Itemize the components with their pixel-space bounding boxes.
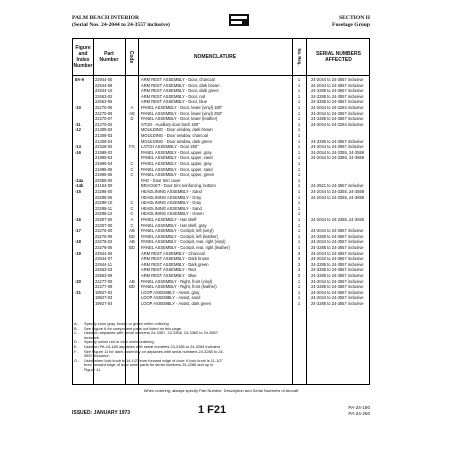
quantity-cell: 1 bbox=[297, 77, 301, 82]
table-row bbox=[73, 295, 371, 300]
part-number-cell: 19927-03 bbox=[95, 295, 113, 301]
col-header-code: Code bbox=[128, 50, 134, 64]
col-header-serial: SERIAL NUMBERS AFFECTED bbox=[316, 51, 361, 63]
table-row bbox=[73, 133, 371, 138]
nomenclature-cell: HEADLINING ASSEMBLY - Gray bbox=[141, 200, 202, 206]
part-number-cell: 22663-02 bbox=[95, 93, 113, 99]
table-row bbox=[73, 217, 371, 222]
code-cell: BD bbox=[129, 284, 135, 290]
part-number-cell: 22944-00 bbox=[95, 77, 113, 82]
code-cell: C bbox=[130, 161, 134, 166]
table-row bbox=[73, 267, 371, 272]
code-cell: FG bbox=[129, 144, 135, 150]
nomenclature-cell: PANEL ASSEMBLY - Door, upper, sand bbox=[141, 166, 213, 172]
serial-cell: 24-2044 to 24-3557 inclusive bbox=[311, 144, 364, 150]
nomenclature-cell: PANEL ASSEMBLY - Door, upper, gray bbox=[141, 149, 212, 155]
nomenclature-cell: PANEL ASSEMBLY - Right, front (leather) bbox=[141, 284, 217, 290]
page-header-right bbox=[332, 15, 370, 28]
code-cell: C bbox=[130, 200, 134, 206]
quantity-cell: 1 bbox=[297, 284, 301, 290]
table-row bbox=[73, 83, 371, 88]
serial-cell: 24-2044 to 24-3355, 24-3559 bbox=[311, 217, 365, 222]
table-row bbox=[73, 273, 371, 278]
quantity-cell: 1 bbox=[297, 295, 301, 301]
nomenclature-cell: ARM REST ASSEMBLY - Door, red bbox=[141, 93, 206, 99]
nomenclature-cell: HEADLINING ASSEMBLY - Sand bbox=[141, 189, 202, 194]
serial-cell: 24-2044 to 24-3284 inclusive bbox=[311, 121, 364, 127]
quantity-cell: 1 bbox=[297, 82, 301, 88]
nomenclature-cell: ARM REST ASSEMBLY - Door, blue bbox=[141, 99, 207, 105]
code-cell: C bbox=[130, 211, 134, 217]
col-header-part: Part Number bbox=[99, 51, 119, 63]
serial-cell: 24-2044 to 24-3557 inclusive bbox=[311, 295, 364, 301]
part-number-cell: 21308-04 bbox=[95, 138, 113, 144]
table-row bbox=[73, 284, 371, 289]
quantity-cell: 1 bbox=[297, 222, 301, 228]
quantity-cell: 1 bbox=[297, 289, 301, 295]
serial-cell: 24-2044 to 24-3557 inclusive bbox=[311, 278, 364, 284]
part-number-cell: 22270-07 bbox=[95, 116, 113, 122]
code-cell: C bbox=[130, 172, 134, 178]
serial-cell: 24-3285 to 24-3557 inclusive bbox=[311, 138, 364, 144]
code-cell: BD bbox=[129, 245, 135, 250]
part-number-cell: 19927-04 bbox=[95, 301, 113, 306]
code-cell: C bbox=[130, 166, 134, 172]
serial-cell: 24-3285 to 24-3557 inclusive bbox=[311, 273, 364, 278]
part-number-cell: 23355-00 bbox=[95, 177, 113, 183]
col-header-nomenclature: NOMENCLATURE bbox=[193, 54, 237, 60]
code-cell: AB bbox=[129, 228, 135, 234]
quantity-cell: 1 bbox=[297, 144, 301, 150]
nomenclature-cell: PANEL ASSEMBLY - Cockpit, rear, right (leather) bbox=[141, 245, 230, 250]
serial-cell: 24-2044 to 24-3557 inclusive bbox=[311, 289, 364, 295]
nomenclature-cell: MOULDING - Door window, dark brown bbox=[141, 127, 213, 133]
footnote-text: Used on airplanes with serial numbers 24-3357, 24-3358, 24-3360 to 24-3557 inclusive. bbox=[84, 330, 218, 340]
quantity-cell: 1 bbox=[297, 194, 301, 200]
footnote-text: Used on PA-24-180 airplanes with serial numbers 24-2286 to 24-3284 inclusive. bbox=[84, 343, 222, 349]
nomenclature-cell: ARM REST ASSEMBLY - Door, dark brown bbox=[141, 82, 220, 88]
part-number-cell: 22270-05 bbox=[95, 105, 113, 110]
table-row bbox=[73, 139, 371, 144]
quantity-cell: 1 bbox=[297, 200, 301, 206]
col-header-figure: Figure and Index Number bbox=[73, 45, 93, 69]
part-number-cell: 23298-00 bbox=[95, 189, 113, 194]
part-number-cell: 22944-07 bbox=[95, 256, 113, 262]
quantity-cell: 3 bbox=[297, 256, 301, 262]
serial-cell: 24-2044 to 24-3557 inclusive bbox=[311, 82, 364, 88]
serial-cell: 24-3285 to 24-3557 inclusive bbox=[311, 88, 364, 94]
quantity-cell: 1 bbox=[297, 133, 301, 138]
part-number-cell: 23276-09 bbox=[95, 233, 113, 239]
issue-date: ISSUED: JANUARY 1973 bbox=[72, 410, 131, 416]
nomenclature-cell: ARM REST ASSEMBLY - Door, dark green bbox=[141, 88, 219, 94]
nomenclature-cell: PANEL ASSEMBLY - Cockpit, left (vinyl) bbox=[141, 228, 214, 234]
serial-cell: 24-3285 to 24-3557 inclusive bbox=[311, 261, 364, 267]
quantity-cell: 1 bbox=[297, 121, 301, 127]
figure-index-cell: -21 bbox=[75, 289, 81, 295]
page-number: 1 F21 bbox=[198, 404, 227, 416]
footnote-key: F - bbox=[74, 348, 79, 354]
table-row bbox=[73, 183, 371, 188]
table-row bbox=[73, 99, 371, 104]
nomenclature-cell: PANEL ASSEMBLY - Right, front (vinyl) bbox=[141, 278, 213, 284]
figure-index-cell: -12 bbox=[75, 127, 81, 133]
part-number-cell: 23278-06 bbox=[95, 245, 113, 250]
nomenclature-cell: LOOP ASSEMBLY - Assist, sand bbox=[141, 295, 201, 301]
footnote-key: A - bbox=[74, 321, 79, 326]
quantity-cell: 1 bbox=[297, 217, 301, 222]
figure-index-cell: -20 bbox=[75, 278, 81, 284]
serial-range: (Serial Nos. 24-2044 to 24-3557 inclusive) bbox=[72, 21, 170, 28]
serial-cell: 24-2044 to 24-3557 inclusive bbox=[311, 228, 364, 234]
table-row bbox=[73, 122, 371, 127]
table-row bbox=[73, 189, 371, 194]
quantity-cell: 1 bbox=[297, 278, 301, 284]
code-cell: BD bbox=[129, 233, 135, 239]
nomenclature-cell: PANEL ASSEMBLY - Cockpit, left (leather) bbox=[141, 233, 218, 239]
quantity-cell: 1 bbox=[297, 166, 301, 172]
serial-cell: 24-2044 to 24-3355, 24-3559 bbox=[311, 194, 365, 200]
table-row bbox=[73, 167, 371, 172]
serial-cell: 24-2044 to 24-3355, 24-3559 bbox=[311, 189, 365, 194]
nomenclature-cell: MOULDING - Door window, charcoal bbox=[141, 133, 208, 138]
footnote-key: D - bbox=[74, 339, 80, 345]
table-row bbox=[73, 206, 371, 211]
table-row bbox=[73, 262, 371, 267]
figure-index-cell: 8A-9 bbox=[75, 77, 84, 82]
code-cell: AB bbox=[129, 239, 135, 245]
quantity-cell: 1 bbox=[297, 233, 301, 239]
serial-cell: 24-2044 to 24-3557 inclusive bbox=[311, 239, 364, 245]
quantity-cell: 1 bbox=[297, 127, 301, 133]
col-header-req: No. Req. bbox=[297, 48, 302, 66]
footnote-text: Used when lock knob is 14-1/2" from forward edge of door; if lock knob is 11-1/2" from forward edge of door order parts for serial numbers 24-2286 and up in Figure 11. bbox=[84, 357, 223, 372]
quantity-cell: 1 bbox=[297, 105, 301, 110]
table-row bbox=[73, 223, 371, 228]
serial-cell: 24-3285 to 24-3557 inclusive bbox=[311, 301, 364, 306]
part-number-cell: 21995-06 bbox=[95, 172, 113, 178]
table-row bbox=[73, 105, 371, 110]
table-row bbox=[73, 290, 371, 295]
nomenclature-cell: PANEL ASSEMBLY - Door, lower (vinyl) 180" bbox=[141, 105, 223, 110]
figure-index-cell: -16 bbox=[75, 217, 81, 222]
quantity-cell: 3 bbox=[297, 250, 301, 256]
part-number-cell: 23298-11 bbox=[95, 205, 112, 211]
part-number-cell: 22663-09 bbox=[95, 273, 113, 278]
part-number-cell: 22328-02 bbox=[95, 144, 113, 150]
footnote-key: C - bbox=[74, 330, 80, 336]
table-row bbox=[73, 111, 371, 116]
figure-index-cell: -10 bbox=[75, 105, 81, 110]
part-number-cell: 22277-09 bbox=[95, 284, 113, 290]
serial-cell: 24-2044 to 24-3355, 24-3559 bbox=[311, 149, 365, 155]
quantity-cell: 3 bbox=[297, 261, 301, 267]
nomenclature-cell: ARM REST ASSEMBLY - Dark brown bbox=[141, 256, 210, 262]
code-cell: AB bbox=[129, 278, 135, 284]
figure-index-cell: -16 bbox=[75, 149, 81, 155]
table-row bbox=[73, 172, 371, 177]
figure-index-cell: -14a bbox=[75, 177, 84, 183]
code-cell: A bbox=[130, 217, 134, 222]
part-number-cell: 23278-02 bbox=[95, 239, 113, 245]
quantity-cell: 1 bbox=[297, 239, 301, 245]
footnote-key: B - bbox=[74, 325, 79, 331]
table-row bbox=[73, 211, 371, 216]
quantity-cell: 1 bbox=[297, 172, 301, 178]
part-number-cell: 22944-06 bbox=[95, 250, 113, 256]
figure-index-cell: -15 bbox=[75, 189, 81, 194]
nomenclature-cell: LOOP ASSEMBLY - Assist, dark green bbox=[141, 301, 212, 306]
part-number-cell: 23307-00 bbox=[95, 222, 113, 228]
figure-index-cell: -18 bbox=[75, 239, 81, 245]
nomenclature-cell: BRACKET - Door trim reinforcing, bottom bbox=[141, 183, 216, 189]
figure-index-cell: -19 bbox=[75, 250, 81, 256]
figure-index-cell: -17 bbox=[75, 228, 81, 234]
quantity-cell: 1 bbox=[297, 99, 301, 105]
figure-index-cell: -11 bbox=[75, 121, 81, 127]
quantity-cell: 1 bbox=[297, 211, 301, 217]
part-number-cell: 22944-09 bbox=[95, 82, 113, 88]
part-number-cell: 22663-06 bbox=[95, 99, 113, 105]
nomenclature-cell: PANEL ASSEMBLY - Cockpit, rear, right (vinyl) bbox=[141, 239, 226, 245]
table-row bbox=[73, 239, 371, 244]
nomenclature-cell: LATCH ASSEMBLY - Door 250" bbox=[141, 144, 199, 150]
table-row bbox=[73, 251, 371, 256]
table-row bbox=[73, 245, 371, 250]
footnote-text: Specify colors red or blue when ordering. bbox=[84, 339, 155, 345]
page-header-left bbox=[72, 15, 170, 28]
part-number-cell: 22277-00 bbox=[95, 278, 113, 284]
quantity-cell: 1 bbox=[297, 149, 301, 155]
table-row bbox=[73, 94, 371, 99]
serial-cell: 24-2044 to 24-3557 inclusive bbox=[311, 77, 364, 82]
footnote-text: See Figure 11 for latch assembly on airplanes with serial numbers 24-3285 to 24-3557 inclusive. bbox=[84, 348, 224, 359]
table-row bbox=[73, 234, 371, 239]
table-row bbox=[73, 279, 371, 284]
part-number-cell: 23307-00 bbox=[95, 217, 113, 222]
table-row bbox=[73, 161, 371, 166]
serial-cell: 24-3285 to 24-3557 inclusive bbox=[311, 116, 364, 122]
table-row bbox=[73, 178, 371, 183]
part-number-cell: 22944-11 bbox=[95, 261, 112, 267]
serial-cell: 24-3285 to 24-3557 inclusive bbox=[311, 233, 364, 239]
part-number-cell: 21308-03 bbox=[95, 133, 113, 138]
serial-cell: 24-3285 to 24-3557 inclusive bbox=[311, 267, 364, 273]
nomenclature-cell: PANEL ASSEMBLY - Door, upper, gray bbox=[141, 161, 212, 166]
nomenclature-cell: MOULDING - Door window, dark green bbox=[141, 138, 212, 144]
nomenclature-cell: ARM REST ASSEMBLY - Door, charcoal bbox=[141, 77, 215, 82]
table-row bbox=[73, 195, 371, 200]
nomenclature-cell: PAD - Door trim cover bbox=[141, 177, 181, 183]
part-number-cell: 23298-10 bbox=[95, 200, 113, 206]
nomenclature-cell: STUD - Auxiliary door latch 180" bbox=[141, 121, 200, 127]
figure-index-cell: -14b bbox=[75, 183, 84, 189]
serial-cell: 24-3285 to 24-3557 inclusive bbox=[311, 99, 364, 105]
group-label: Fuselage Group bbox=[332, 21, 370, 28]
quantity-cell: 1 bbox=[297, 228, 301, 234]
nomenclature-cell: ARM REST ASSEMBLY - Dark green bbox=[141, 261, 209, 267]
nomenclature-cell: PANEL ASSEMBLY - Door, upper, green bbox=[141, 172, 215, 178]
table-row bbox=[73, 301, 371, 306]
part-number-cell: 21995-02 bbox=[95, 149, 113, 155]
quantity-cell: 1 bbox=[297, 88, 301, 94]
quantity-cell: 1 bbox=[297, 116, 301, 122]
part-number-cell: 21995-03 bbox=[95, 155, 113, 161]
nomenclature-cell: HEADLINING ASSEMBLY - Gray bbox=[141, 194, 202, 200]
quantity-cell: 1 bbox=[297, 177, 301, 183]
ordering-note: When ordering, always specify Part Number, Description and Serial Numbers of Aircraft bbox=[143, 388, 299, 393]
quantity-cell: 3 bbox=[297, 273, 301, 278]
serial-cell: 24-3285 to 24-3557 inclusive bbox=[311, 93, 364, 99]
quantity-cell: 1 bbox=[297, 155, 301, 161]
code-cell: C bbox=[130, 205, 134, 211]
serial-cell: 24-2044 to 24-3557 inclusive bbox=[311, 250, 364, 256]
serial-cell: 24-3285 to 24-3557 inclusive bbox=[311, 245, 364, 250]
table-row bbox=[73, 116, 371, 121]
serial-cell: 24-2044 to 24-3557 inclusive bbox=[311, 110, 364, 116]
quantity-cell: 1 bbox=[297, 138, 301, 144]
table-row bbox=[73, 88, 371, 93]
quantity-cell: 1 bbox=[297, 93, 301, 99]
nomenclature-cell: PANEL ASSEMBLY - Hat shelf, gray bbox=[141, 222, 207, 228]
header-divider bbox=[73, 75, 369, 76]
quantity-cell: 1 bbox=[297, 110, 301, 116]
figure-index-cell: -13 bbox=[75, 144, 81, 150]
nomenclature-cell: ARM REST ASSEMBLY - Charcoal bbox=[141, 250, 205, 256]
table-row bbox=[73, 155, 371, 160]
footnote-key: G - bbox=[74, 357, 80, 363]
footnote-text: See Figure 6 for component parts not listed on this page. bbox=[84, 325, 182, 331]
piper-logo-icon bbox=[229, 14, 249, 26]
serial-cell: 24-3521 to 24-3557 inclusive bbox=[311, 183, 364, 189]
table-row bbox=[73, 127, 371, 132]
nomenclature-cell: PANEL ASSEMBLY - Door, upper, sand bbox=[141, 155, 213, 161]
table-row bbox=[73, 228, 371, 233]
part-number-cell: 23276-00 bbox=[95, 228, 113, 234]
part-number-cell: 22270-06 bbox=[95, 110, 113, 116]
quantity-cell: 3 bbox=[297, 267, 301, 273]
serial-cell: 24-2044 to 24-3557 inclusive bbox=[311, 256, 364, 262]
part-number-cell: 21995-04 bbox=[95, 161, 113, 166]
part-number-cell: 22663-03 bbox=[95, 267, 113, 273]
nomenclature-cell: ARM REST ASSEMBLY - Blue bbox=[141, 273, 197, 278]
quantity-cell: 1 bbox=[297, 205, 301, 211]
serial-cell: 24-2044 to 24-3284 inclusive bbox=[311, 105, 364, 110]
quantity-cell: 1 bbox=[297, 245, 301, 250]
footnotes bbox=[74, 322, 224, 373]
catalog-title: PALM BEACH INTERIOR bbox=[72, 15, 140, 21]
quantity-cell: 1 bbox=[297, 189, 301, 194]
table-row bbox=[73, 144, 371, 149]
part-number-cell: 23298-12 bbox=[95, 211, 113, 217]
code-cell: A bbox=[130, 105, 134, 110]
model-list: PA-24-180 PA-24-250 bbox=[348, 405, 370, 416]
serial-cell: 24-2044 to 24-3356, 24-3559 bbox=[311, 155, 365, 161]
nomenclature-cell: HEADLINING ASSEMBLY - Sand bbox=[141, 205, 202, 211]
part-number-cell: 21308-02 bbox=[95, 127, 113, 133]
nomenclature-cell: PANEL ASSEMBLY - Door, lower (vinyl) 250" bbox=[141, 110, 223, 116]
part-number-cell: 19927-02 bbox=[95, 289, 113, 295]
footnote bbox=[74, 359, 224, 373]
nomenclature-cell: PANEL ASSEMBLY - Door, lower (leather) bbox=[141, 116, 218, 122]
nomenclature-cell: ARM REST ASSEMBLY - Red bbox=[141, 267, 196, 273]
quantity-cell: 1 bbox=[297, 183, 301, 189]
part-number-cell: 24164-00 bbox=[95, 183, 113, 189]
table-row bbox=[73, 77, 371, 82]
footnote-key: E - bbox=[74, 343, 79, 349]
part-number-cell: 22944-10 bbox=[95, 88, 113, 94]
nomenclature-cell: PANEL ASSEMBLY - Hat shelf bbox=[141, 217, 197, 222]
quantity-cell: 1 bbox=[297, 161, 301, 166]
nomenclature-cell: HEADLINING ASSEMBLY - Green bbox=[141, 211, 204, 217]
table-row bbox=[73, 256, 371, 261]
part-number-cell: 21995-05 bbox=[95, 166, 113, 172]
serial-cell: 24-3285 to 24-3557 inclusive bbox=[311, 284, 364, 290]
nomenclature-cell: LOOP ASSEMBLY - Assist, gray bbox=[141, 289, 200, 295]
code-cell: C bbox=[130, 222, 134, 228]
table-row bbox=[73, 200, 371, 205]
code-cell: D bbox=[130, 116, 134, 122]
part-number-cell: 23298-06 bbox=[95, 194, 113, 200]
footnote-text: Specify color gray, brown or green when ordering bbox=[84, 321, 169, 326]
quantity-cell: 1 bbox=[297, 301, 301, 306]
code-cell: AE bbox=[129, 110, 135, 116]
section-label: SECTION II bbox=[339, 15, 370, 21]
table-row bbox=[73, 150, 371, 155]
part-number-cell: 21470-02 bbox=[95, 121, 113, 127]
